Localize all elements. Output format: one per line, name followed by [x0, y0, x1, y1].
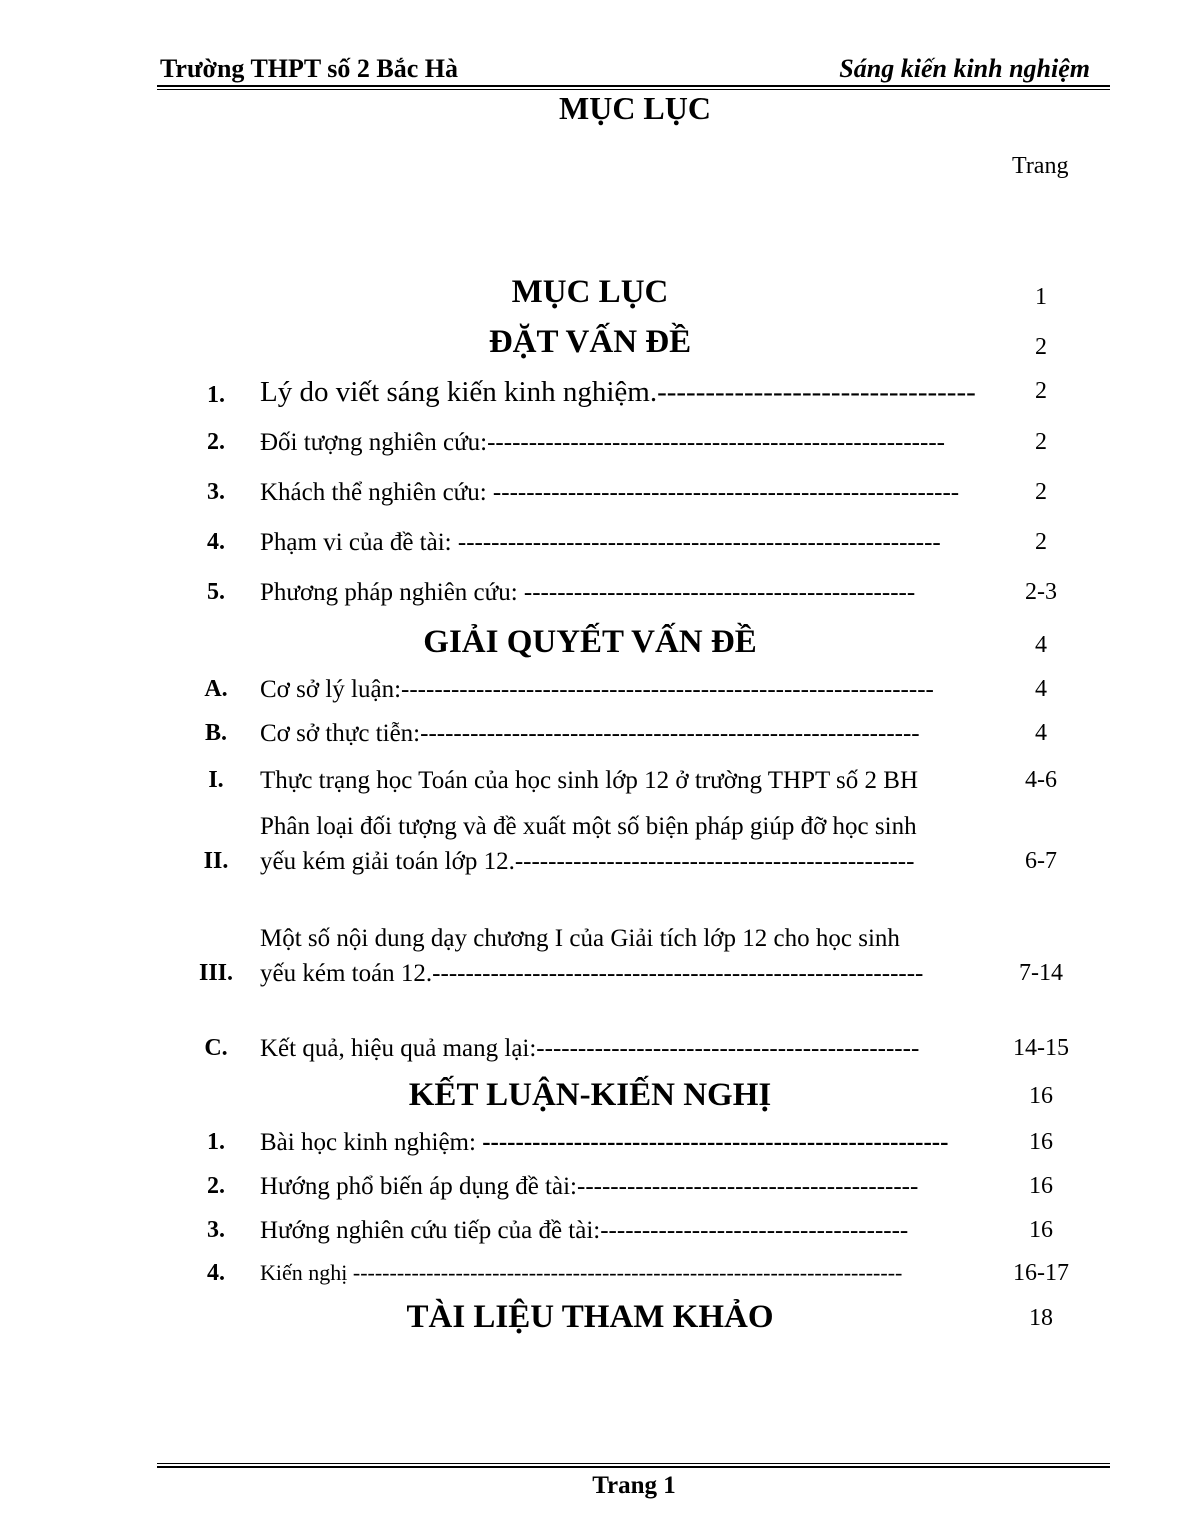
- entry-number: III.: [198, 960, 234, 986]
- page-number: 16: [1029, 1173, 1053, 1199]
- entry-title: Cơ sở thực tiễn:------------------------------------------------------------: [260, 720, 920, 747]
- section-heading: GIẢI QUYẾT VẤN ĐỀ: [423, 624, 757, 660]
- footer-page-label: Trang 1: [592, 1472, 676, 1499]
- entry-title: [260, 1129, 988, 1157]
- entry-number: 5.: [207, 579, 225, 605]
- page-number: 4: [1035, 676, 1047, 702]
- page-number: 1: [1035, 284, 1047, 310]
- entry-title-line-2: yếu kém giải toán lớp 12.------------------------------------------------: [260, 848, 915, 875]
- entry-number: 3.: [207, 1217, 225, 1243]
- entry-title: Kiến nghị ---------------------------------------------------------------------------: [260, 1260, 903, 1285]
- header-document-type: Sáng kiến kinh nghiệm: [839, 54, 1090, 83]
- page-number: 7-14: [1019, 960, 1063, 986]
- entry-title: Phương pháp nghiên cứu: -----------------------------------------------: [260, 579, 916, 606]
- page-number: 14-15: [1013, 1035, 1069, 1061]
- entry-title-line-1: Phân loại đối tượng và đề xuất một số biện pháp giúp đỡ học sinh: [260, 813, 917, 840]
- entry-number: C.: [204, 1035, 228, 1061]
- entry-number: I.: [208, 767, 224, 793]
- entry-title: Thực trạng học Toán của học sinh lớp 12 ở trường THPT số 2 BH: [260, 767, 918, 794]
- header-school-name: Trường THPT số 2 Bắc Hà: [160, 54, 458, 83]
- page-number: 4: [1035, 720, 1047, 746]
- entry-title: Đối tượng nghiên cứu:-------------------------------------------------------: [260, 429, 945, 456]
- entry-number: 1.: [207, 1129, 225, 1155]
- section-heading: ĐẶT VẤN ĐỀ: [488, 324, 692, 360]
- entry-number: 2.: [207, 1173, 225, 1199]
- page-number: 2: [1035, 378, 1047, 404]
- entry-number: B.: [204, 720, 227, 746]
- entry-title-line-1: Một số nội dung dạy chương I của Giải tích lớp 12 cho học sinh: [260, 925, 900, 952]
- page-number: 4: [1035, 632, 1047, 658]
- page-number: 16: [1029, 1217, 1053, 1243]
- section-heading: TÀI LIỆU THAM KHẢO: [406, 1299, 774, 1335]
- page-number: 16: [1029, 1129, 1053, 1155]
- entry-title: Phạm vi của đề tài: ----------------------------------------------------------: [260, 529, 941, 556]
- page-number: 4-6: [1025, 767, 1057, 793]
- entry-number: 3.: [207, 479, 225, 505]
- entry-title: Lý do viết sáng kiến kinh nghiệm.---------------------------------: [260, 376, 976, 408]
- entry-title: Kết quả, hiệu quả mang lại:----------------------------------------------: [260, 1035, 920, 1062]
- section-heading: MỤC LỤC: [511, 274, 669, 310]
- page-number: 16-17: [1013, 1260, 1069, 1286]
- page-number: 2: [1035, 334, 1047, 360]
- page-number: 18: [1029, 1305, 1053, 1331]
- entry-title-text: Bài học kinh nghiệm:: [260, 1129, 483, 1156]
- footer-divider: [157, 1463, 1110, 1468]
- entry-title: Cơ sở lý luận:----------------------------------------------------------------: [260, 676, 934, 703]
- page-column-label: Trang: [1012, 153, 1069, 179]
- page-title: MỤC LỤC: [559, 90, 711, 126]
- page-number: 2: [1035, 479, 1047, 505]
- entry-number: 2.: [207, 429, 225, 455]
- entry-number: 4.: [207, 1260, 225, 1286]
- page-number: 2: [1035, 529, 1047, 555]
- entry-number: II.: [203, 848, 229, 874]
- entry-title: Hướng phổ biến áp dụng đề tài:-----------------------------------------: [260, 1173, 919, 1200]
- entry-leader-dashes: --------------------------------------------------------: [482, 1129, 949, 1156]
- page-number: 2-3: [1025, 579, 1057, 605]
- entry-number: A.: [204, 676, 228, 702]
- section-heading: KẾT LUẬN-KIẾN NGHỊ: [408, 1077, 772, 1113]
- page-number: 16: [1029, 1083, 1053, 1109]
- entry-title: Hướng nghiên cứu tiếp của đề tài:-------------------------------------: [260, 1217, 909, 1244]
- entry-title: Khách thể nghiên cứu: --------------------------------------------------------: [260, 479, 960, 506]
- page-number: 2: [1035, 429, 1047, 455]
- entry-title-line-2: yếu kém toán 12.-----------------------------------------------------------: [260, 960, 924, 987]
- page-number: 6-7: [1025, 848, 1057, 874]
- entry-number: 4.: [207, 529, 225, 555]
- entry-number: 1.: [207, 382, 225, 408]
